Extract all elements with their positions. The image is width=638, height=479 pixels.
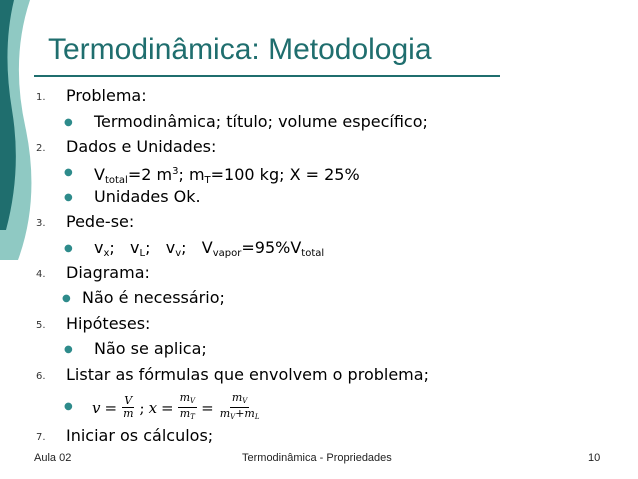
list-item-2 (0, 136, 638, 158)
bullet-icon: ● (64, 192, 73, 203)
fraction-V-over-m: $\frac{V}{m}$ (123, 394, 134, 420)
item-label: Pede-se: (66, 212, 135, 231)
item-label: Listar as fórmulas que envolvem o problema; (66, 365, 429, 384)
list-item-3 (0, 211, 638, 233)
subitem-text: Termodinâmica; título; volume específico; (94, 112, 428, 131)
fraction-mV-over-mT: $\frac{m_V}{m_T}$ (179, 391, 196, 421)
item-label: Iniciar os cálculos; (66, 426, 214, 445)
bullet-icon: ● (64, 401, 73, 412)
subitem-unidades (0, 186, 638, 208)
subitem-hipoteses (0, 338, 638, 360)
item-label: Diagrama: (66, 263, 150, 282)
item-number: 5. (36, 320, 46, 331)
list-item-4 (0, 262, 638, 284)
bullet-icon: ● (64, 117, 73, 128)
subitem-text: Não é necessário; (82, 288, 225, 307)
item-number: 3. (36, 218, 46, 229)
subitem-formula (0, 390, 638, 424)
title-underline (34, 75, 500, 77)
page-number: 10 (588, 452, 601, 464)
item-number: 1. (36, 92, 46, 103)
subitem-text: Unidades Ok. (94, 187, 201, 206)
subitem-text: $v_x$; $v_L$; $v_v$; $V_{vapor}=95\%V_{total}$ (94, 238, 325, 259)
item-label: Hipóteses: (66, 314, 151, 333)
subitem-dados (0, 161, 638, 186)
item-number: 6. (36, 371, 46, 382)
item-number: 7. (36, 432, 46, 443)
item-number: 4. (36, 269, 46, 280)
subitem-text: $V_{total}=2$ $m^3$; $m_T=100$ kg; X = 25% (94, 165, 360, 186)
formula: v = $\frac{V}{m}$ ; x = $\frac{m_V}{m_T}$ = $\frac{m_V}{m_V+m_L}$ (92, 391, 260, 421)
list-item-7 (0, 425, 638, 447)
slide-title: Termodinâmica: Metodologia (48, 33, 432, 66)
bullet-icon: ● (64, 167, 73, 178)
subitem-text: Não se aplica; (94, 339, 207, 358)
list-item-1 (0, 85, 638, 107)
item-label: Problema: (66, 86, 147, 105)
bullet-icon: ● (64, 243, 73, 254)
footer-left: Aula 02 (34, 452, 72, 464)
list-item-5 (0, 313, 638, 335)
item-number: 2. (36, 143, 46, 154)
subitem-diagrama (0, 287, 638, 309)
bullet-icon: ● (62, 293, 71, 304)
fraction-mV-over-sum: $\frac{m_V}{m_V+m_L}$ (219, 391, 260, 421)
subitem-problema (0, 111, 638, 133)
list-item-6 (0, 364, 638, 386)
bullet-icon: ● (64, 344, 73, 355)
subitem-pede (0, 237, 638, 259)
item-label: Dados e Unidades: (66, 137, 217, 156)
footer-center: Termodinâmica - Propriedades (242, 452, 392, 464)
